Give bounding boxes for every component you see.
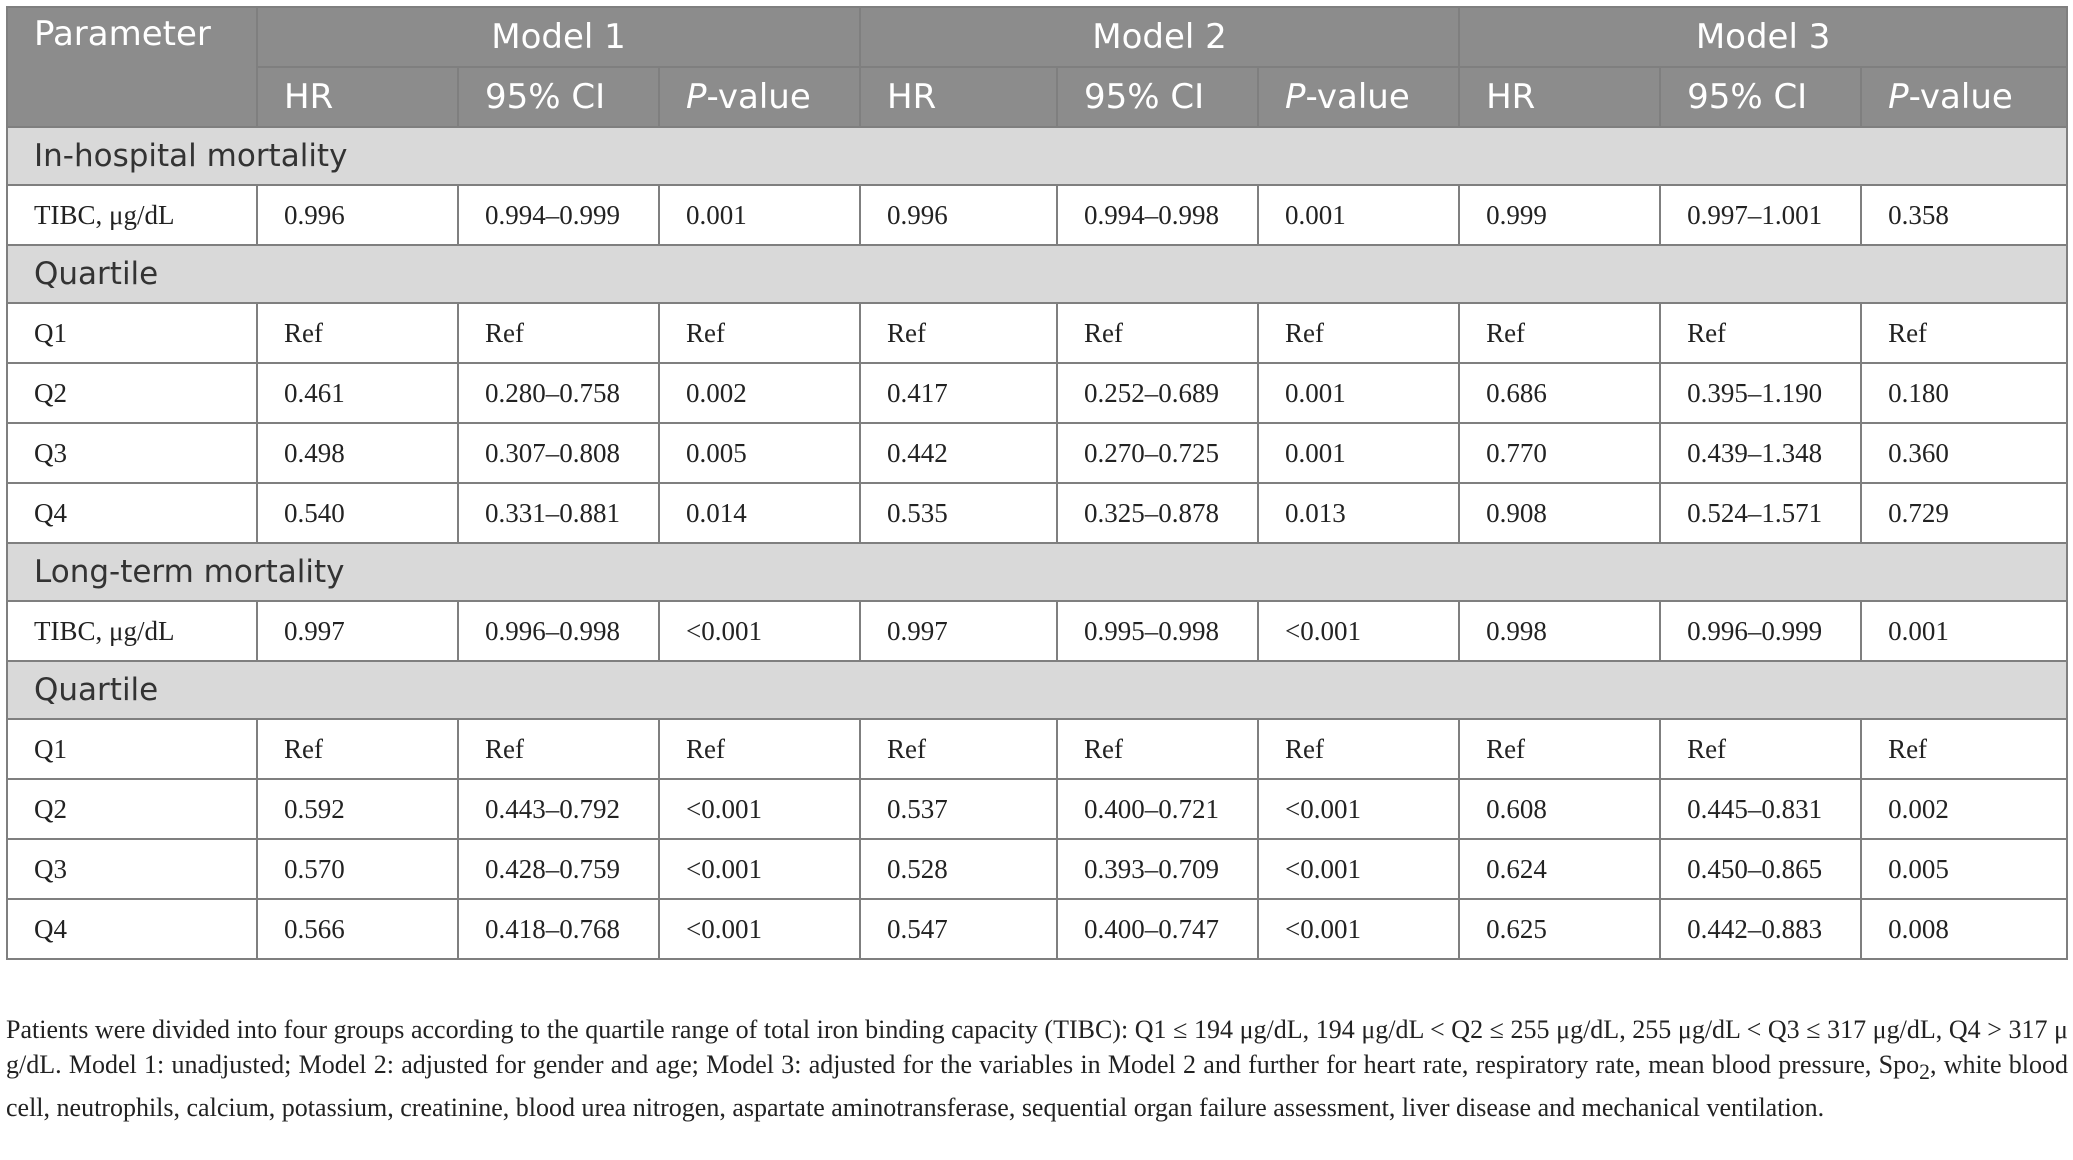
table-cell: 0.608	[1459, 779, 1660, 839]
table-cell: 0.252–0.689	[1057, 363, 1258, 423]
quartile-section-row	[7, 661, 2067, 719]
table-cell: 0.592	[257, 779, 458, 839]
table-footnote: Patients were divided into four groups according to the quartile range of total iron binding capacity (TIBC): Q1 ≤ 194 μg/dL, 194 μg/dL < Q2 ≤ 255 μg/dL, 255 μg/dL < Q3 ≤ 317 μg/dL, Q4 > 317 μ g/dL. Model 1: unadjusted; Model 2: adjusted for gender and age; Model 3: adjusted for the variables in Model 2 and further for heart rate, respiratory rate, mean blood pressure, Spo$_2$, white blood cell, neutrophils, calcium, potassium, creatinine, blood urea nitrogen, aspartate aminotransferase, sequential organ failure assessment, liver disease and mechanical ventilation.	[6, 1015, 2068, 1123]
quartile-row	[7, 483, 2067, 543]
table-cell: 0.307–0.808	[458, 423, 659, 483]
table-cell: Ref	[1459, 719, 1660, 779]
table-cell: <0.001	[1258, 601, 1459, 661]
table-cell: 0.442–0.883	[1660, 899, 1861, 959]
quartile-section-row	[7, 245, 2067, 303]
table-cell: <0.001	[659, 601, 860, 661]
table-cell: Ref	[659, 303, 860, 363]
table-cell: Ref	[257, 303, 458, 363]
quartile-row	[7, 363, 2067, 423]
table-cell: 0.540	[257, 483, 458, 543]
table-cell: 0.997–1.001	[1660, 185, 1861, 245]
table-cell: 0.395–1.190	[1660, 363, 1861, 423]
table-cell: 0.393–0.709	[1057, 839, 1258, 899]
row-label: Q1	[7, 719, 257, 779]
hr-header: HR	[860, 67, 1057, 127]
table-cell: <0.001	[1258, 839, 1459, 899]
table-cell: 0.498	[257, 423, 458, 483]
table-cell: <0.001	[1258, 899, 1459, 959]
table-body	[7, 127, 2067, 959]
table-cell: Ref	[257, 719, 458, 779]
table-header	[7, 7, 2067, 127]
section-title: Long-term mortality	[7, 543, 2067, 601]
table-cell: <0.001	[659, 899, 860, 959]
table-cell: 0.005	[659, 423, 860, 483]
table-cell: 0.996–0.999	[1660, 601, 1861, 661]
table-cell: Ref	[458, 719, 659, 779]
row-label: Q4	[7, 483, 257, 543]
table-cell: 0.999	[1459, 185, 1660, 245]
table-cell: 0.439–1.348	[1660, 423, 1861, 483]
table-cell: Ref	[860, 303, 1057, 363]
table-cell: 0.358	[1861, 185, 2067, 245]
section-title: Quartile	[7, 245, 2067, 303]
table-cell: 0.624	[1459, 839, 1660, 899]
table-cell: 0.400–0.747	[1057, 899, 1258, 959]
table-cell: 0.996	[860, 185, 1057, 245]
table-cell: Ref	[860, 719, 1057, 779]
model-3-header: Model 3	[1459, 7, 2067, 67]
table-cell: 0.325–0.878	[1057, 483, 1258, 543]
row-label: Q4	[7, 899, 257, 959]
parameter-header: Parameter	[7, 7, 257, 127]
table-cell: 0.686	[1459, 363, 1660, 423]
tibc-row	[7, 185, 2067, 245]
row-label: TIBC, μg/dL	[7, 185, 257, 245]
row-label: Q2	[7, 363, 257, 423]
table-cell: 0.005	[1861, 839, 2067, 899]
table-cell: 0.547	[860, 899, 1057, 959]
table-cell: 0.450–0.865	[1660, 839, 1861, 899]
outcome-section-row	[7, 543, 2067, 601]
table-cell: Ref	[1258, 719, 1459, 779]
section-title: Quartile	[7, 661, 2067, 719]
table-cell: 0.625	[1459, 899, 1660, 959]
section-title: In-hospital mortality	[7, 127, 2067, 185]
table-cell: 0.528	[860, 839, 1057, 899]
table-cell: 0.570	[257, 839, 458, 899]
table-cell: 0.997	[860, 601, 1057, 661]
table-cell: 0.994–0.998	[1057, 185, 1258, 245]
table-cell: 0.360	[1861, 423, 2067, 483]
quartile-row	[7, 719, 2067, 779]
tibc-row	[7, 601, 2067, 661]
table-cell: Ref	[659, 719, 860, 779]
table-cell: 0.729	[1861, 483, 2067, 543]
model-1-header: Model 1	[257, 7, 860, 67]
table-cell: 0.535	[860, 483, 1057, 543]
ci-header: 95% CI	[1057, 67, 1258, 127]
quartile-row	[7, 899, 2067, 959]
table-cell: 0.001	[1258, 185, 1459, 245]
table-cell: Ref	[1660, 303, 1861, 363]
table-cell: 0.998	[1459, 601, 1660, 661]
table-cell: Ref	[1057, 719, 1258, 779]
table-cell: Ref	[1459, 303, 1660, 363]
table-cell: 0.428–0.759	[458, 839, 659, 899]
table-cell: Ref	[1861, 303, 2067, 363]
table-cell: 0.996	[257, 185, 458, 245]
table-cell: 0.270–0.725	[1057, 423, 1258, 483]
quartile-row	[7, 779, 2067, 839]
table-cell: 0.001	[1258, 363, 1459, 423]
table-cell: <0.001	[1258, 779, 1459, 839]
table-cell: 0.002	[659, 363, 860, 423]
table-cell: 0.443–0.792	[458, 779, 659, 839]
p-value-header: P-value	[1258, 67, 1459, 127]
row-label: Q3	[7, 423, 257, 483]
table-cell: 0.524–1.571	[1660, 483, 1861, 543]
row-label: Q1	[7, 303, 257, 363]
table-cell: 0.417	[860, 363, 1057, 423]
table-cell: <0.001	[659, 779, 860, 839]
table-cell: 0.013	[1258, 483, 1459, 543]
ci-header: 95% CI	[1660, 67, 1861, 127]
table-cell: 0.008	[1861, 899, 2067, 959]
table-cell: 0.014	[659, 483, 860, 543]
outcome-section-row	[7, 127, 2067, 185]
row-label: Q2	[7, 779, 257, 839]
table-cell: 0.461	[257, 363, 458, 423]
hr-header: HR	[1459, 67, 1660, 127]
table-cell: 0.537	[860, 779, 1057, 839]
table-cell: 0.001	[659, 185, 860, 245]
table-cell: 0.418–0.768	[458, 899, 659, 959]
row-label: Q3	[7, 839, 257, 899]
table-cell: 0.996–0.998	[458, 601, 659, 661]
model-2-header: Model 2	[860, 7, 1459, 67]
ci-header: 95% CI	[458, 67, 659, 127]
table-cell: 0.001	[1258, 423, 1459, 483]
table-cell: 0.280–0.758	[458, 363, 659, 423]
table-cell: Ref	[458, 303, 659, 363]
quartile-row	[7, 303, 2067, 363]
p-value-header: P-value	[659, 67, 860, 127]
table-cell: 0.002	[1861, 779, 2067, 839]
row-label: TIBC, μg/dL	[7, 601, 257, 661]
table-cell: 0.995–0.998	[1057, 601, 1258, 661]
table-cell: Ref	[1057, 303, 1258, 363]
table-cell: 0.770	[1459, 423, 1660, 483]
table-cell: 0.331–0.881	[458, 483, 659, 543]
table-cell: 0.442	[860, 423, 1057, 483]
table-cell: 0.445–0.831	[1660, 779, 1861, 839]
quartile-row	[7, 423, 2067, 483]
table-cell: 0.001	[1861, 601, 2067, 661]
table-cell: Ref	[1258, 303, 1459, 363]
hr-header: HR	[257, 67, 458, 127]
table-cell: Ref	[1861, 719, 2067, 779]
table-cell: Ref	[1660, 719, 1861, 779]
table-cell: 0.997	[257, 601, 458, 661]
results-table-container	[6, 6, 2066, 960]
table-cell: 0.180	[1861, 363, 2067, 423]
table-cell: 0.908	[1459, 483, 1660, 543]
p-value-header: P-value	[1861, 67, 2067, 127]
table-cell: 0.400–0.721	[1057, 779, 1258, 839]
quartile-row	[7, 839, 2067, 899]
table-cell: 0.566	[257, 899, 458, 959]
table-cell: 0.994–0.999	[458, 185, 659, 245]
hazard-ratio-table	[6, 6, 2068, 960]
table-cell: <0.001	[659, 839, 860, 899]
